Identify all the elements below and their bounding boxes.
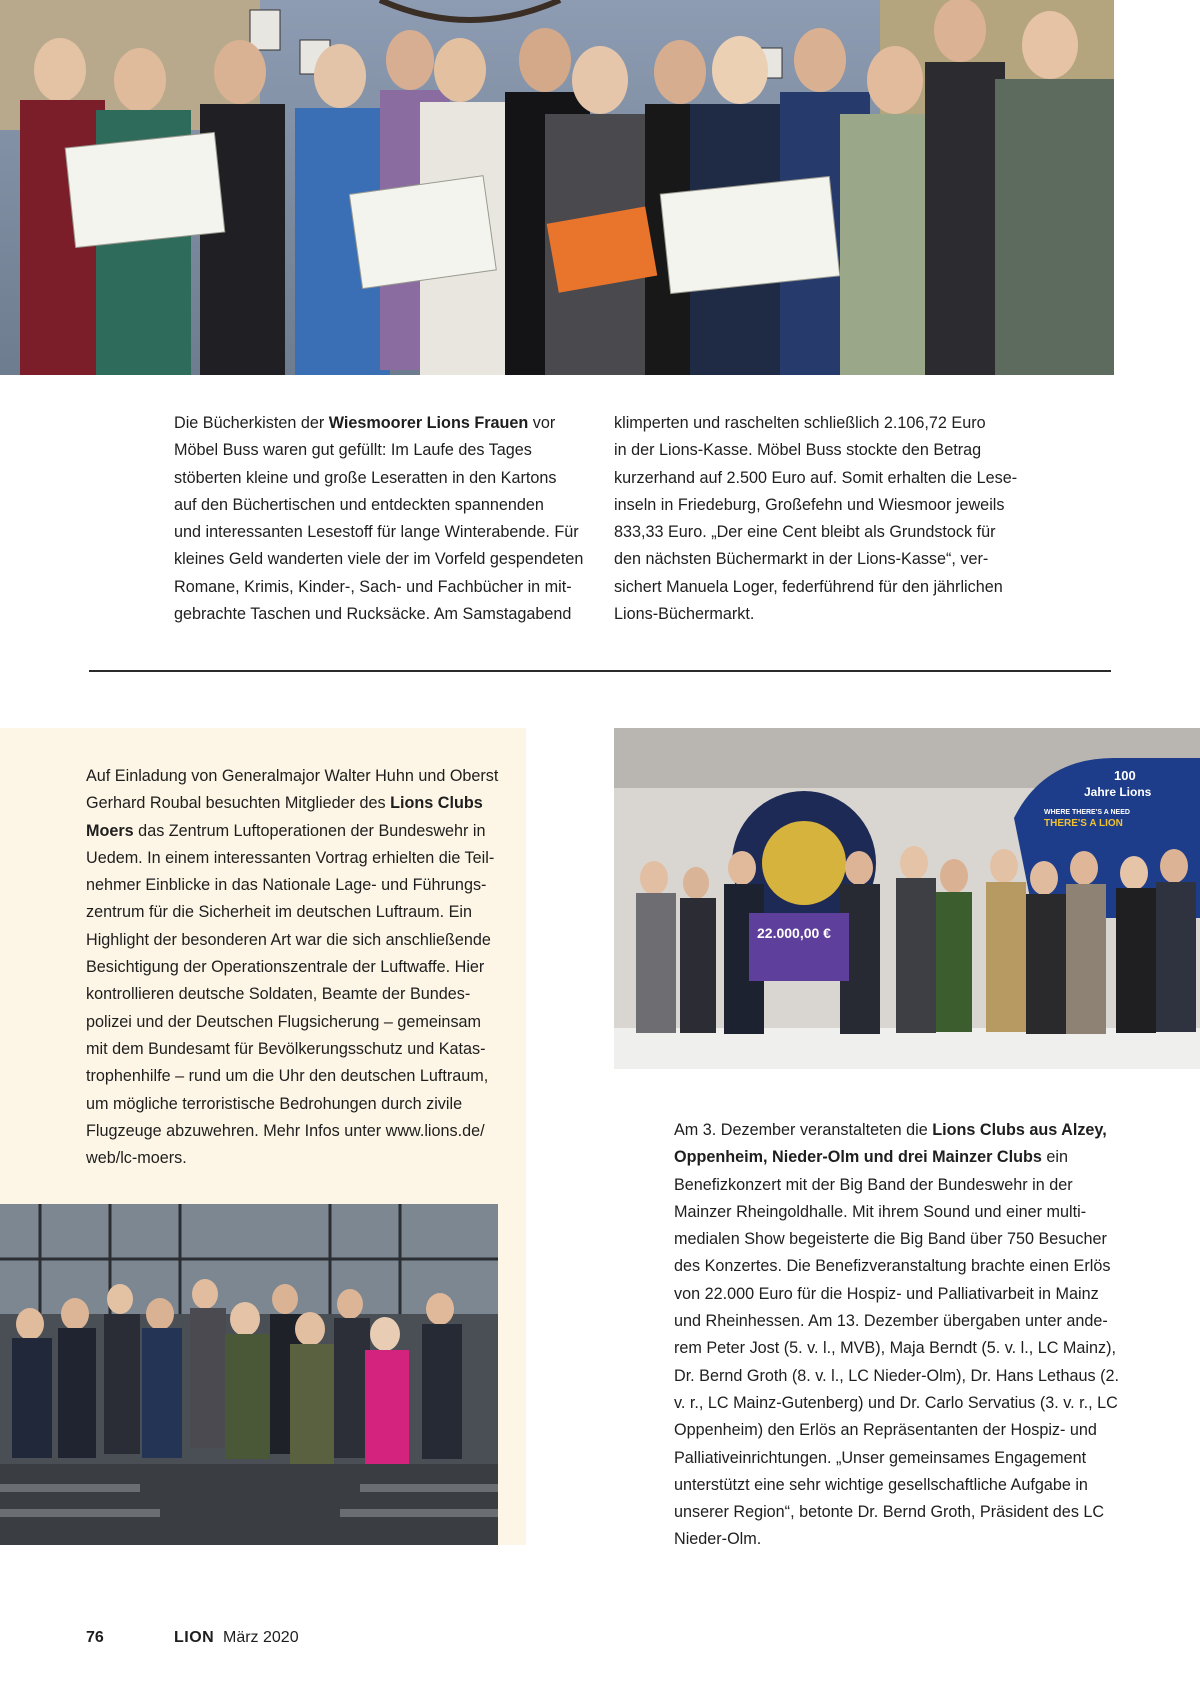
text-line: kurzerhand auf 2.500 Euro auf. Somit erhalten die Lese-	[614, 468, 1018, 487]
text-line: gebrachte Taschen und Rucksäcke. Am Samstagabend	[174, 605, 572, 624]
bold-club-name: Lions Clubs	[390, 794, 483, 813]
page-number: 76	[86, 1629, 104, 1646]
text-line: medialen Show begeisterte die Big Band über 750 Besucher	[674, 1230, 1107, 1249]
text-run: Am 3. Dezember veranstalteten die	[674, 1121, 933, 1139]
banner-text-100: 100	[1114, 768, 1136, 783]
text-line: polizei und der Deutschen Flugsicherung – gemeinsam	[86, 1012, 482, 1031]
text-line: Highlight der besonderen Art war die sich anschließende	[86, 930, 491, 949]
moers-article-paragraph	[86, 763, 506, 1172]
photo-lions-frauen-check-handover	[0, 0, 1114, 375]
text-line: nehmer Einblicke in das Nationale Lage- und Führungs-	[86, 876, 487, 895]
magazine-issue: März 2020	[223, 1629, 299, 1646]
text-line: 833,33 Euro. „Der eine Cent bleibt als Grundstock für	[614, 523, 996, 542]
magazine-name: LION	[174, 1629, 215, 1646]
alzey-article-paragraph	[674, 1117, 1124, 1554]
text-line: Möbel Buss waren gut gefüllt: Im Laufe des Tages	[174, 441, 532, 460]
bold-club-name: Oppenheim, Nieder-Olm und drei Mainzer Clubs	[674, 1148, 1042, 1167]
text-line	[174, 410, 594, 437]
alzey-article-text	[674, 1117, 1124, 1554]
text-line: mit dem Bundesamt für Bevölkerungsschutz und Katas-	[86, 1039, 486, 1058]
text-line: des Konzertes. Die Benefizveranstaltung brachte einen Erlös	[674, 1257, 1111, 1276]
top-article-column-2	[614, 410, 1034, 628]
text-line: Mainzer Rheingoldhalle. Mit ihrem Sound und einer multi-	[674, 1202, 1087, 1221]
text-line: web/lc-moers.	[86, 1149, 187, 1168]
top-article-col1-paragraph	[174, 410, 594, 628]
text-line: Auf Einladung von Generalmajor Walter Huhn und Oberst	[86, 767, 499, 785]
text-line: zentrum für die Sicherheit im deutschen Luftraum. Ein	[86, 903, 472, 922]
text-line: rem Peter Jost (5. v. l., MVB), Maja Berndt (5. v. l., LC Mainz),	[674, 1339, 1116, 1358]
text-line: unterstützt eine sehr wichtige gesellschaftliche Aufgabe in	[674, 1475, 1088, 1494]
bold-club-name: Wiesmoorer Lions Frauen	[328, 414, 529, 432]
text-line	[674, 1144, 1124, 1171]
text-line: auf den Büchertischen und entdeckten spannenden	[174, 495, 544, 514]
text-line: kleines Geld wanderten viele der im Vorfeld gespendeten	[174, 550, 584, 569]
text-line: trophenhilfe – rund um die Uhr den deutschen Luftraum,	[86, 1067, 489, 1086]
text-line: in der Lions-Kasse. Möbel Buss stockte den Betrag	[614, 441, 982, 460]
text-line: Oppenheim) den Erlös an Repräsentanten der Hospiz- und	[674, 1421, 1097, 1440]
text-line: v. r., LC Mainz-Gutenberg) und Dr. Carlo Servatius (3. v. r., LC	[674, 1393, 1118, 1412]
text-run: Gerhard Roubal besuchten Mitglieder des	[86, 794, 391, 813]
text-line: und interessanten Lesestoff für lange Winterabende. Für	[174, 523, 579, 542]
text-line: Uedem. In einem interessanten Vortrag erhielten die Teil-	[86, 848, 495, 867]
text-run: ein	[1041, 1148, 1068, 1167]
top-article-col2-paragraph	[614, 410, 1034, 628]
text-line: von 22.000 Euro für die Hospiz- und Palliativarbeit in Mainz	[674, 1284, 1099, 1303]
text-line: Lions-Büchermarkt.	[614, 605, 755, 624]
text-run: das Zentrum Luftoperationen der Bundeswehr in	[133, 821, 486, 840]
text-line: Nieder-Olm.	[674, 1530, 762, 1549]
moers-article-text	[86, 763, 506, 1172]
banner-text-lion: THERE'S A LION	[1044, 818, 1123, 829]
text-line: Benefizkonzert mit der Big Band der Bundeswehr in der	[674, 1175, 1073, 1194]
text-run: Die Bücherkisten der	[174, 414, 329, 432]
banner-text-need: WHERE THERE'S A NEED	[1044, 809, 1130, 816]
text-line: den nächsten Büchermarkt in der Lions-Kasse“, ver-	[614, 550, 989, 569]
text-line: kontrollieren deutsche Soldaten, Beamte der Bundes-	[86, 985, 471, 1004]
text-line: inseln in Friedeburg, Großefehn und Wiesmoor jeweils	[614, 495, 1005, 514]
text-line: Romane, Krimis, Kinder-, Sach- und Fachbücher in mit-	[174, 577, 572, 596]
photo-benefit-check-handover	[614, 728, 1200, 1069]
banner-text-jahre-lions: Jahre Lions	[1084, 785, 1152, 799]
text-line: Dr. Bernd Groth (8. v. l., LC Nieder-Olm), Dr. Hans Lethaus (2.	[674, 1366, 1120, 1385]
text-line	[674, 1117, 1124, 1144]
bold-club-name: Lions Clubs aus Alzey,	[932, 1121, 1107, 1139]
text-line: und Rheinhessen. Am 13. Dezember übergaben unter ande-	[674, 1312, 1108, 1331]
text-line: sichert Manuela Loger, federführend für den jährlichen	[614, 577, 1003, 596]
text-line: stöberten kleine und große Leseratten in den Kartons	[174, 468, 557, 487]
section-divider	[89, 670, 1111, 672]
text-line: unserer Region“, betonte Dr. Bernd Groth, Präsident des LC	[674, 1503, 1105, 1522]
text-line: Flugzeuge abzuwehren. Mehr Infos unter www.lions.de/	[86, 1121, 485, 1140]
text-line: um mögliche terroristische Bedrohungen durch zivile	[86, 1094, 463, 1113]
photo-moers-group-staircase	[0, 1204, 498, 1545]
text-line	[86, 790, 506, 817]
text-line: klimperten und raschelten schließlich 2.106,72 Euro	[614, 414, 986, 432]
bold-club-name: Moers	[86, 821, 134, 840]
top-article-column-1	[174, 410, 594, 628]
text-run: vor	[528, 414, 556, 432]
text-line: Besichtigung der Operationszentrale der Luftwaffe. Hier	[86, 958, 485, 977]
text-line: Palliativeinrichtungen. „Unser gemeinsames Engagement	[674, 1448, 1087, 1467]
text-line	[86, 818, 506, 845]
check-amount: 22.000,00 €	[757, 925, 831, 941]
